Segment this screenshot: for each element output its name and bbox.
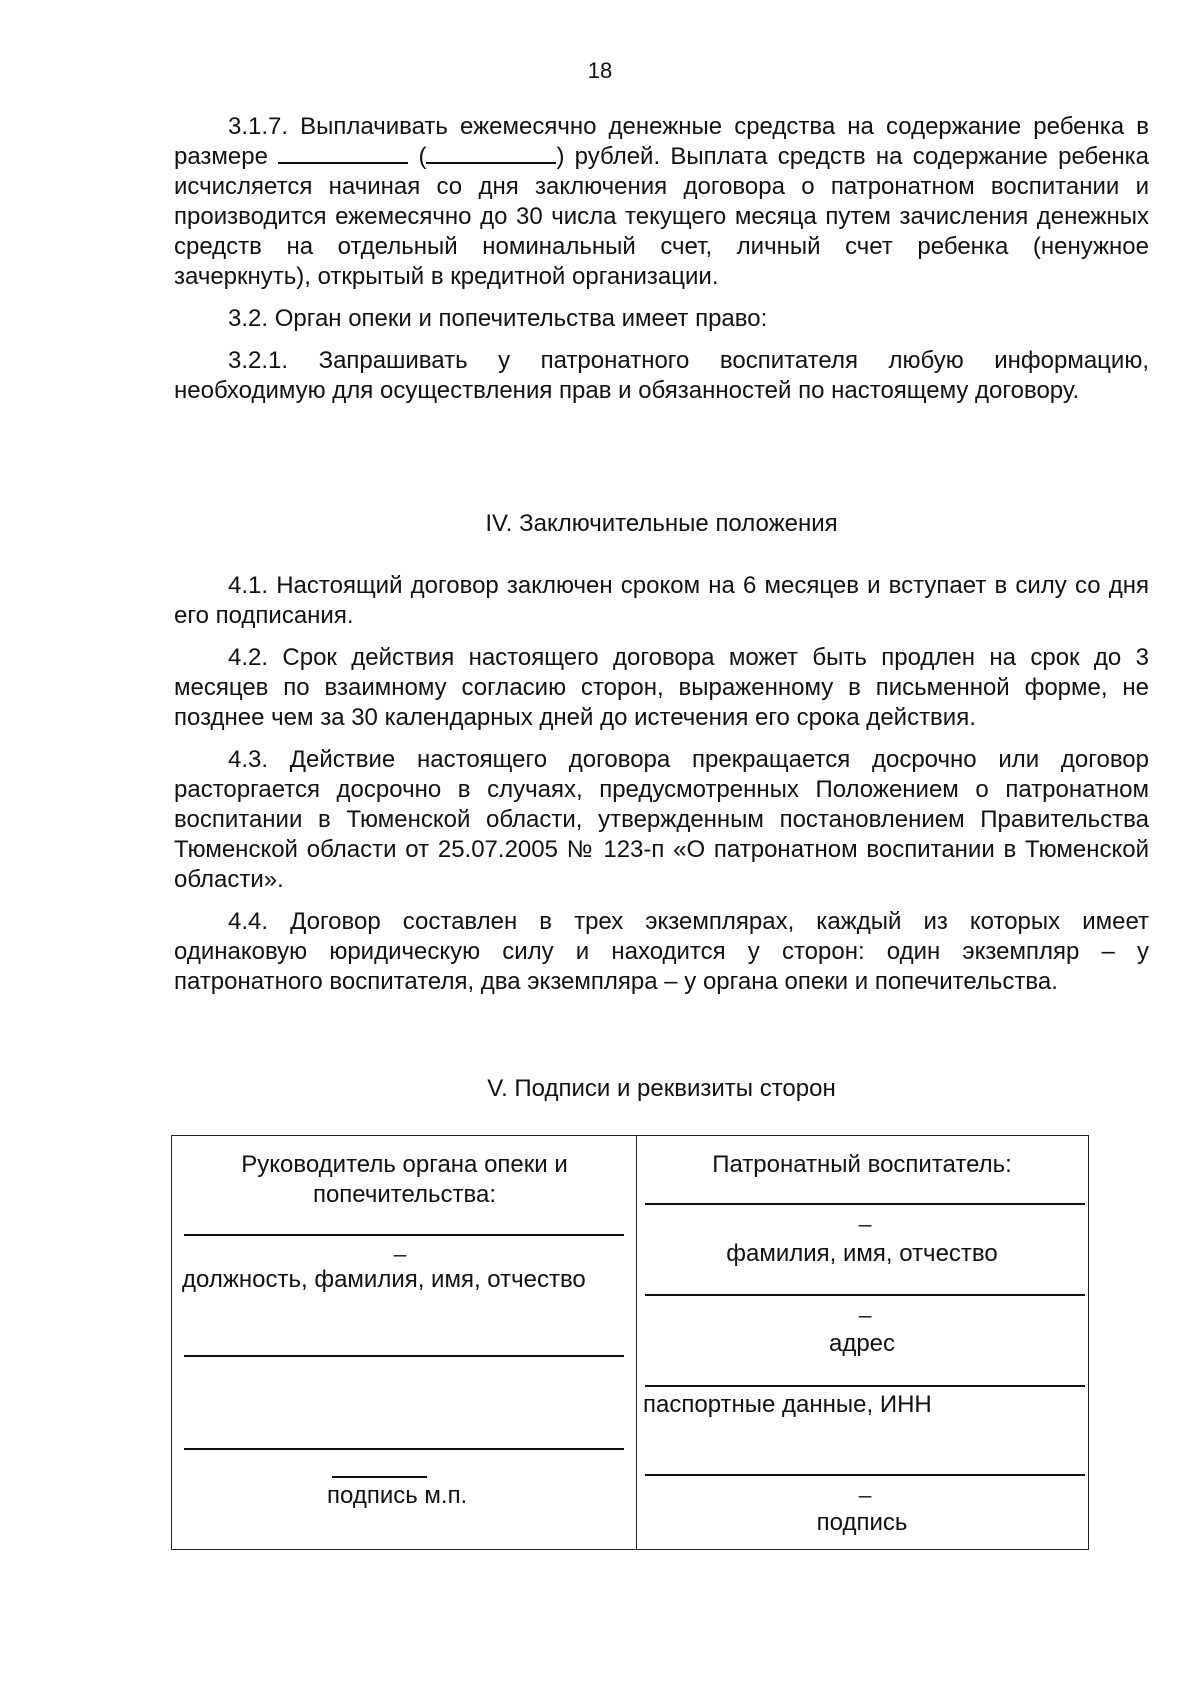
paragraph-3-1-7 bbox=[174, 112, 1149, 292]
paragraph-3-1-7-paren: ( bbox=[418, 143, 427, 170]
sign-stamp-caption: подпись м.п. bbox=[327, 1482, 468, 1509]
signature-dash: _ bbox=[859, 1293, 872, 1318]
signature-left-column bbox=[172, 1136, 637, 1549]
signature-caption: подпись bbox=[816, 1509, 908, 1536]
signature-right-column bbox=[637, 1136, 1088, 1549]
section-4-body bbox=[174, 571, 1149, 1009]
amount-blank bbox=[278, 144, 408, 164]
page-number: 18 bbox=[587, 58, 613, 83]
section-5-heading: V. Подписи и реквизиты сторон bbox=[487, 1075, 836, 1102]
section-4-heading: IV. Заключительные положения bbox=[485, 510, 838, 537]
signature-table bbox=[171, 1135, 1089, 1550]
guardianship-head-title: Руководитель органа опеки и попечительства: bbox=[241, 1151, 568, 1208]
paragraph-4-1: 4.1. Настоящий договор заключен сроком на 6 месяцев и вступает в силу со дня его подписания. bbox=[174, 572, 1149, 629]
signature-dash: _ bbox=[859, 1473, 872, 1498]
signature-dash: _ bbox=[859, 1202, 872, 1227]
signature-line bbox=[645, 1385, 1085, 1387]
position-name-caption: должность, фамилия, имя, отчество bbox=[182, 1266, 586, 1293]
amount-words-blank bbox=[426, 144, 556, 164]
section-5 bbox=[174, 1074, 1149, 1104]
paragraph-3-2: 3.2. Орган опеки и попечительства имеет право: bbox=[228, 305, 768, 332]
passport-caption: паспортные данные, ИНН bbox=[643, 1391, 932, 1418]
paragraph-4-2: 4.2. Срок действия настоящего договора может быть продлен на срок до 3 месяцев по взаимному согласию сторон, выраженному в письменной форме, не позднее чем за 30 календарных дней до истечения его срока действия. bbox=[174, 644, 1149, 731]
paragraph-3-1-7-block bbox=[174, 112, 1149, 418]
paragraph-3-2-1: 3.2.1. Запрашивать у патронатного воспитателя любую информацию, необходимую для осуществления прав и обязанностей по настоящему договору. bbox=[174, 347, 1149, 404]
paragraph-3-1-7-text-end: ) рублей. Выплата средств на содержание ребенка исчисляется начиная со дня заключения договора о патронатном воспитании и производится ежемесячно до 30 числа текущего месяца путем зачисления денежных средств на отдельный номинальный счет, личный счет ребенка (ненужное зачеркнуть), открытый в кредитной организации. bbox=[174, 143, 1149, 290]
signature-line bbox=[332, 1476, 427, 1478]
paragraph-3-1-7-text-start: 3.1.7. Выплачивать ежемесячно денежные средства на содержание ребенка в размере bbox=[174, 113, 1149, 170]
signature-line bbox=[184, 1448, 624, 1450]
section-4 bbox=[174, 509, 1149, 539]
signature-dash: _ bbox=[394, 1232, 407, 1257]
paragraph-4-4: 4.4. Договор составлен в трех экземплярах, каждый из которых имеет одинаковую юридическую силу и находится у сторон: один экземпляр – у патронатного воспитателя, два экземпляра – у органа опеки и попечительства. bbox=[174, 908, 1149, 995]
address-caption: адрес bbox=[828, 1330, 896, 1357]
signature-line bbox=[184, 1355, 624, 1357]
foster-parent-title: Патронатный воспитатель: bbox=[712, 1151, 1012, 1178]
name-caption: фамилия, имя, отчество bbox=[726, 1240, 998, 1267]
paragraph-4-3: 4.3. Действие настоящего договора прекращается досрочно или договор расторгается досрочно в случаях, предусмотренных Положением о патронатном воспитании в Тюменской области, утвержденным постановлением Правительства Тюменской области от 25.07.2005 № 123-п «О патронатном воспитании в Тюменской области». bbox=[174, 746, 1149, 893]
